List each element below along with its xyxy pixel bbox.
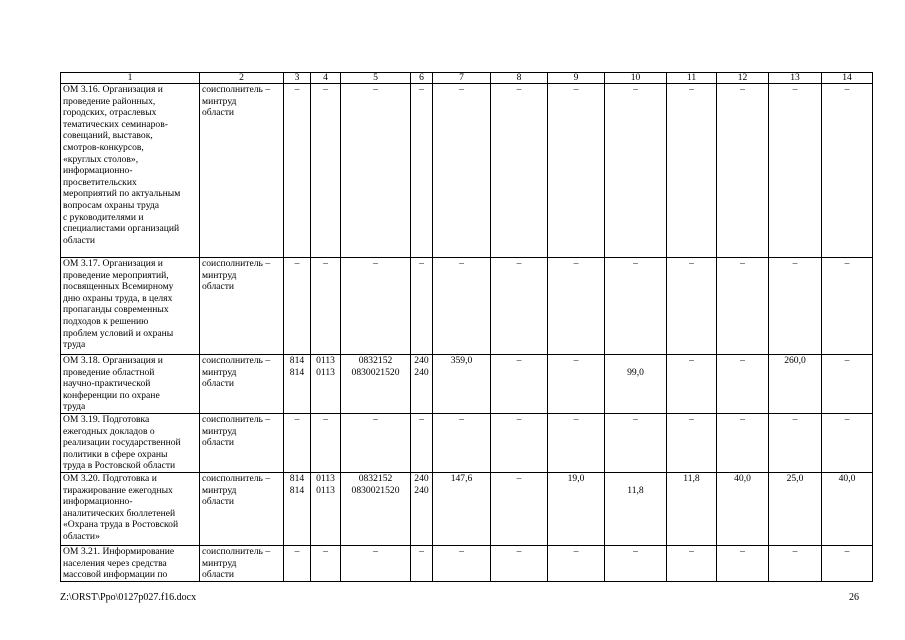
table-cell: – bbox=[284, 258, 311, 355]
table-cell: – bbox=[491, 258, 548, 355]
table-cell: – bbox=[822, 546, 873, 582]
table-cell: 359,0 bbox=[433, 355, 491, 414]
table-row bbox=[61, 546, 873, 582]
header-cell: 5 bbox=[341, 73, 411, 84]
header-cell: 7 bbox=[433, 73, 491, 84]
executor-cell: соисполнитель – минтруд области bbox=[200, 84, 284, 258]
table-cell: – bbox=[822, 84, 873, 258]
table-cell: – bbox=[311, 414, 341, 473]
table-cell: 0113 0113 bbox=[311, 473, 341, 546]
header-cell: 14 bbox=[822, 73, 873, 84]
table-cell: – bbox=[548, 258, 605, 355]
table-cell: – bbox=[717, 414, 769, 473]
table-row bbox=[61, 414, 873, 473]
table-cell: – bbox=[341, 546, 411, 582]
table-cell: – bbox=[433, 84, 491, 258]
executor-cell: соисполнитель – минтруд области bbox=[200, 546, 284, 582]
table-cell: – bbox=[548, 546, 605, 582]
table-cell: 260,0 bbox=[769, 355, 822, 414]
table-cell: – bbox=[667, 355, 717, 414]
table-cell: 240 240 bbox=[411, 473, 433, 546]
table-row bbox=[61, 473, 873, 546]
table-cell: – bbox=[605, 546, 667, 582]
header-cell: 13 bbox=[769, 73, 822, 84]
header-cell: 11 bbox=[667, 73, 717, 84]
table-cell: – bbox=[433, 258, 491, 355]
cell-value: 99,0 bbox=[627, 367, 644, 378]
table-cell: – bbox=[341, 258, 411, 355]
header-cell: 4 bbox=[311, 73, 341, 84]
measure-name: ОМ 3.20. Подготовка и тиражирование ежегодных информационно- аналитических бюллетеней «Охрана труда в Ростовской области» bbox=[61, 473, 200, 546]
table-cell: – bbox=[605, 258, 667, 355]
header-row bbox=[61, 73, 873, 84]
table-row bbox=[61, 355, 873, 414]
executor-cell: соисполнитель – минтруд области bbox=[200, 414, 284, 473]
table-cell: – bbox=[284, 546, 311, 582]
table-cell: – bbox=[311, 258, 341, 355]
budget-table bbox=[60, 72, 873, 582]
table-cell: – bbox=[717, 258, 769, 355]
header-cell: 10 bbox=[605, 73, 667, 84]
table-cell: – bbox=[717, 84, 769, 258]
table-cell: – bbox=[769, 84, 822, 258]
table-cell: – bbox=[717, 355, 769, 414]
cell-value: 11,8 bbox=[627, 485, 644, 496]
measure-name: ОМ 3.21. Информирование населения через средства массовой информации по bbox=[61, 546, 200, 582]
table-cell: – bbox=[411, 258, 433, 355]
table-cell: 11,8 bbox=[667, 473, 717, 546]
header-cell: 9 bbox=[548, 73, 605, 84]
page-number: 26 bbox=[849, 592, 859, 603]
table-cell: 19,0 bbox=[548, 473, 605, 546]
table-cell: – bbox=[769, 546, 822, 582]
table-cell: 240 240 bbox=[411, 355, 433, 414]
table-cell: 25,0 bbox=[769, 473, 822, 546]
table-cell: – bbox=[433, 546, 491, 582]
table-cell: – bbox=[605, 84, 667, 258]
table-cell: 40,0 bbox=[717, 473, 769, 546]
table-cell: – bbox=[411, 414, 433, 473]
header-cell: 3 bbox=[284, 73, 311, 84]
table-cell: 40,0 bbox=[822, 473, 873, 546]
table-cell: – bbox=[667, 414, 717, 473]
table-cell: – bbox=[548, 84, 605, 258]
header-cell: 12 bbox=[717, 73, 769, 84]
executor-cell: соисполнитель – минтруд области bbox=[200, 473, 284, 546]
table-cell bbox=[605, 355, 667, 414]
table-cell: – bbox=[411, 546, 433, 582]
table-cell: – bbox=[311, 546, 341, 582]
header-cell: 6 bbox=[411, 73, 433, 84]
footer-file-path: Z:\ORST\Ppo\0127p027.f16.docx bbox=[60, 592, 197, 603]
executor-cell: соисполнитель – минтруд области bbox=[200, 355, 284, 414]
table-cell: – bbox=[411, 84, 433, 258]
table-cell: – bbox=[667, 84, 717, 258]
table-cell: 147,6 bbox=[433, 473, 491, 546]
table-cell: – bbox=[769, 258, 822, 355]
table-cell: – bbox=[341, 84, 411, 258]
table-cell: – bbox=[491, 473, 548, 546]
table-cell: – bbox=[548, 414, 605, 473]
table-cell: – bbox=[667, 546, 717, 582]
table-row bbox=[61, 84, 873, 258]
table-cell: – bbox=[284, 414, 311, 473]
table-cell: – bbox=[311, 84, 341, 258]
table-cell: 0832152 0830021520 bbox=[341, 355, 411, 414]
table-cell: – bbox=[605, 414, 667, 473]
table-cell: 814 814 bbox=[284, 473, 311, 546]
header-cell: 2 bbox=[200, 73, 284, 84]
header-cell: 1 bbox=[61, 73, 200, 84]
table-cell: – bbox=[284, 84, 311, 258]
table-cell: – bbox=[491, 546, 548, 582]
table-cell: – bbox=[491, 355, 548, 414]
table-cell: – bbox=[822, 355, 873, 414]
table-cell: – bbox=[491, 414, 548, 473]
table-cell: – bbox=[822, 258, 873, 355]
header-cell: 8 bbox=[491, 73, 548, 84]
measure-name: ОМ 3.19. Подготовка ежегодных докладов о реализации государственной политики в сфере охраны труда в Ростовской области bbox=[61, 414, 200, 473]
table-cell: – bbox=[667, 258, 717, 355]
table-cell: – bbox=[548, 355, 605, 414]
table-row bbox=[61, 258, 873, 355]
measure-name: ОМ 3.18. Организация и проведение областной научно-практической конференции по охране труда bbox=[61, 355, 200, 414]
table-cell: – bbox=[433, 414, 491, 473]
measure-name: ОМ 3.17. Организация и проведение мероприятий, посвященных Всемирному дню охраны труда, в целях пропаганды современных подходов к решению проблем условий и охраны труда bbox=[61, 258, 200, 355]
table-cell: – bbox=[341, 414, 411, 473]
table-cell: 814 814 bbox=[284, 355, 311, 414]
table-cell: – bbox=[822, 414, 873, 473]
executor-cell: соисполнитель – минтруд области bbox=[200, 258, 284, 355]
table-cell: – bbox=[717, 546, 769, 582]
table-cell bbox=[605, 473, 667, 546]
table-cell: – bbox=[491, 84, 548, 258]
measure-name: ОМ 3.16. Организация и проведение районных, городских, отраслевых тематических семинаров- совещаний, выставок, смотров-конкурсов, «круглых столов», информационно- просветительских мероприятий по актуальным вопросам охраны труда с руководителями и специалистами организаций области bbox=[61, 84, 200, 258]
table-cell: 0832152 0830021520 bbox=[341, 473, 411, 546]
table-cell: 0113 0113 bbox=[311, 355, 341, 414]
table-cell: – bbox=[769, 414, 822, 473]
